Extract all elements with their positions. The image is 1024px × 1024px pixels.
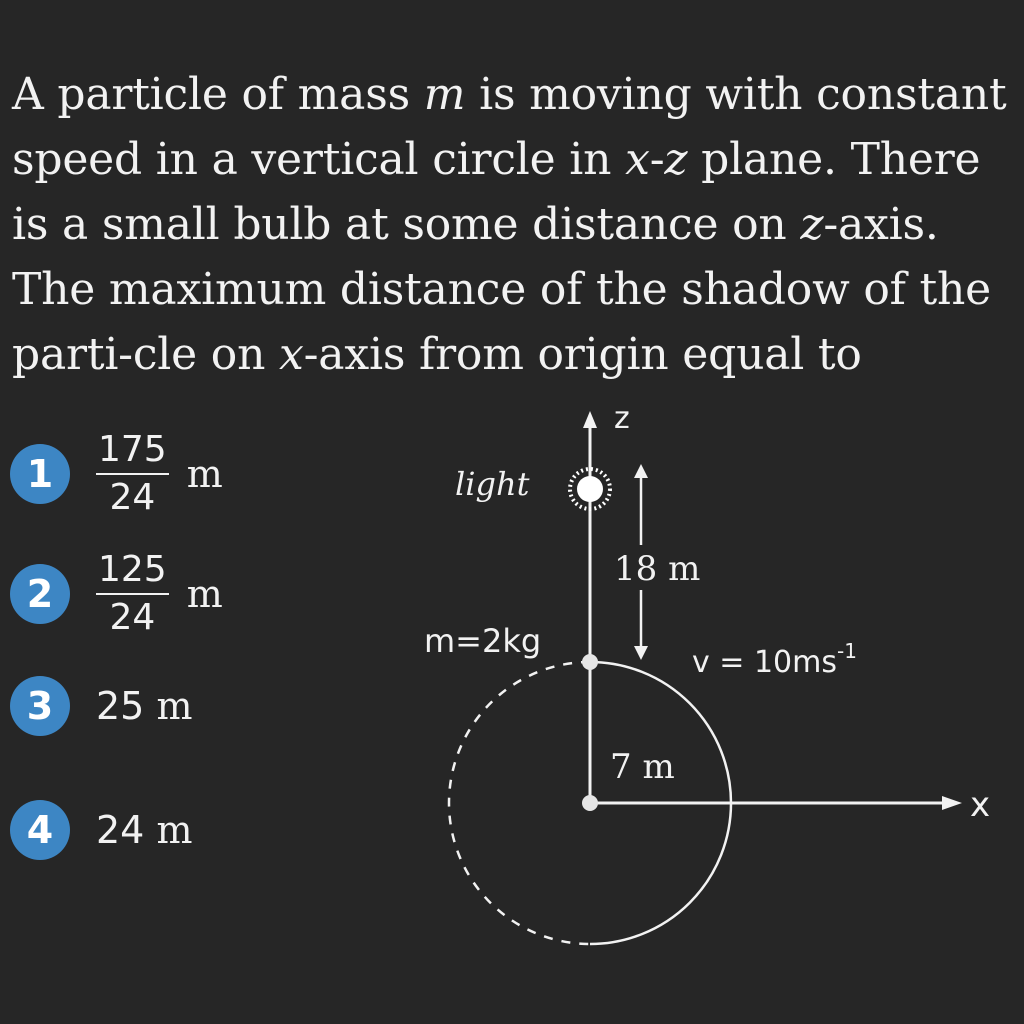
question-fragment: -axis. The maximum distance of the shadow of the parti-cle on	[12, 199, 991, 380]
mass-label: m=2kg	[424, 622, 542, 660]
question-fragment: plane. There is a small bulb at some distance on	[12, 134, 981, 250]
x-variable: x	[279, 329, 304, 380]
particle-dot	[582, 654, 598, 670]
circle-dashed-arc	[449, 662, 590, 944]
x-variable: x	[625, 134, 650, 185]
option-2-badge[interactable]: 2	[10, 564, 70, 624]
option-1-numerator: 175	[96, 430, 169, 475]
radius-label: 7 m	[610, 747, 675, 787]
z-axis-arrowhead	[583, 411, 597, 428]
option-2-numerator: 125	[96, 550, 169, 595]
option-2-unit: m	[186, 572, 223, 616]
x-axis-label: x	[970, 785, 991, 825]
question-fragment: is moving with constant speed in a vertical circle in	[12, 69, 1007, 185]
z-variable: z	[800, 199, 824, 250]
option-4-unit: m	[156, 808, 193, 852]
option-1-badge[interactable]: 1	[10, 444, 70, 504]
mass-variable: m	[423, 69, 466, 120]
z-axis-label: z	[614, 401, 630, 436]
origin-dot	[582, 795, 598, 811]
height-arrow-bottom-head	[634, 646, 648, 660]
velocity-exponent: -1	[837, 639, 857, 663]
question-fragment: -axis from origin equal to	[303, 329, 862, 380]
option-2-denominator: 24	[109, 597, 156, 638]
option-3-badge[interactable]: 3	[10, 676, 70, 736]
option-3-value: 25	[96, 684, 145, 728]
height-label: 18 m	[614, 549, 701, 589]
light-label: light	[455, 465, 530, 503]
option-4-value: 24	[96, 808, 145, 852]
z-variable: z	[664, 134, 688, 185]
option-1-unit: m	[186, 452, 223, 496]
option-3-unit: m	[156, 684, 193, 728]
height-arrow-top-head	[634, 464, 648, 478]
x-axis-arrowhead	[942, 796, 962, 810]
velocity-value: v = 10ms	[692, 645, 837, 680]
velocity-label	[692, 639, 857, 680]
option-4-badge[interactable]: 4	[10, 800, 70, 860]
option-1-denominator: 24	[109, 477, 156, 518]
question-fragment: -	[649, 134, 665, 185]
question-fragment: A particle of mass	[12, 69, 424, 120]
